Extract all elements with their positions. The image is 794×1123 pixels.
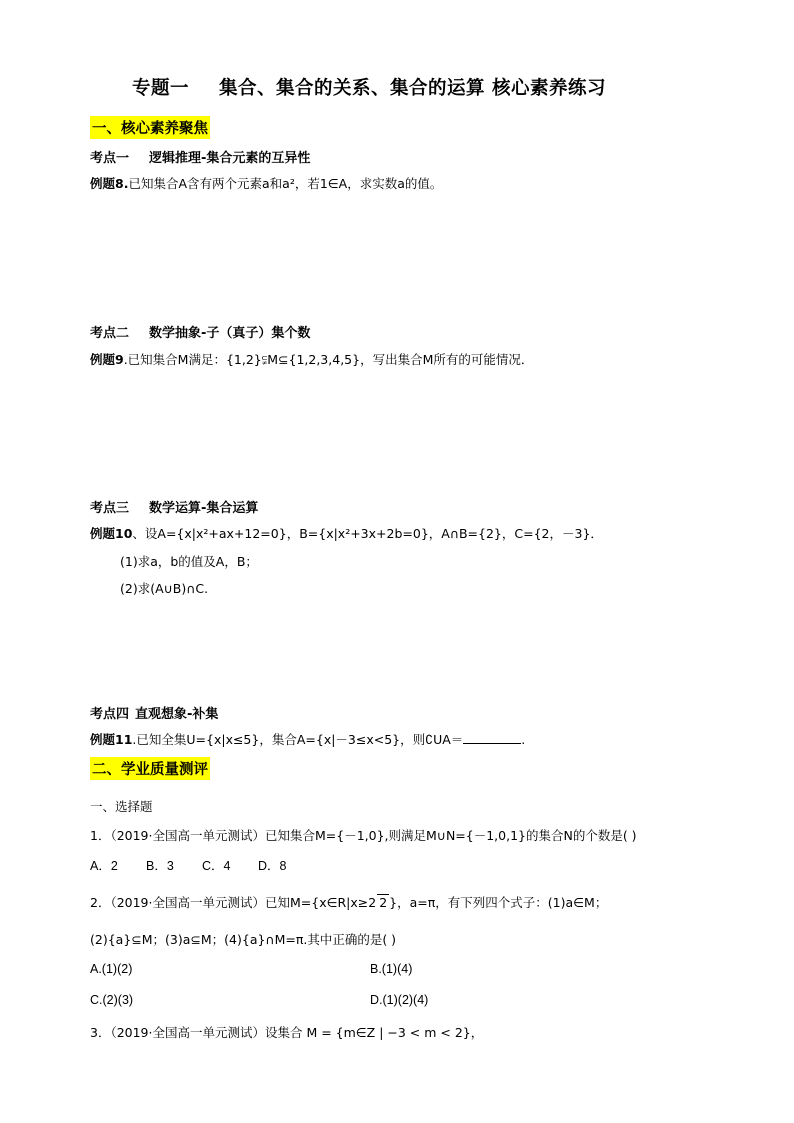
key-point-1 xyxy=(90,147,310,166)
section-heading-2: 二、学业质量测评 xyxy=(90,757,210,780)
ex11-text: .已知全集U={x|x≤5}，集合A={x|－3≤x<5}，则∁UA＝ xyxy=(132,732,464,747)
question-1: 1．（2019·全国高一单元测试）已知集合M={－1,0},则满足M∪N={－1,0,1}的集合N的个数是( ) xyxy=(90,828,637,843)
title-right: 集合、集合的关系、集合的运算 核心素养练习 xyxy=(219,78,606,99)
ex9-num: 例题9 xyxy=(90,352,124,367)
q1-option-c[interactable]: C．4 xyxy=(202,859,231,873)
example-10 xyxy=(90,524,603,542)
question-2-line-2: (2){a}⊆M；(3)a⊆M；(4){a}∩M=π.其中正确的是( ) xyxy=(90,932,397,947)
example-9 xyxy=(90,350,533,368)
kp3-label: 考点三 xyxy=(90,501,130,516)
example-8 xyxy=(90,174,442,192)
kp4-label: 考点四 xyxy=(90,707,130,722)
q1-option-b[interactable]: B．3 xyxy=(146,859,174,873)
question-2 xyxy=(90,893,607,911)
title-left: 专题一 xyxy=(132,78,190,99)
kp1-label: 考点一 xyxy=(90,151,130,166)
q2-option-b[interactable]: B.(1)(4) xyxy=(370,962,413,976)
kp1-topic: 逻辑推理-集合元素的互异性 xyxy=(149,151,311,166)
part-heading: 一、选择题 xyxy=(90,799,153,814)
answer-blank[interactable] xyxy=(463,732,521,744)
ex10-text: 、设A={x|x²+ax+12=0}，B={x|x²+3x+2b=0}，A∩B={2}，C={2，－3}． xyxy=(132,526,603,541)
question-3: 3．（2019·全国高一单元测试）设集合 M = {m∈Z | −3 < m < 2}， xyxy=(90,1025,484,1040)
q2-option-c[interactable]: C.(2)(3) xyxy=(90,993,134,1007)
key-point-3 xyxy=(90,497,258,516)
kp4-topic: 直观想象-补集 xyxy=(135,707,219,722)
q1-option-a[interactable]: A．2 xyxy=(90,859,118,873)
example-10-part-2: (2)求(A∪B)∩C. xyxy=(120,581,209,596)
sqrt-radicand: 2 xyxy=(379,895,388,910)
page-title xyxy=(132,74,606,100)
q2-text-b: }，a=π，有下列四个式子：(1)a∈M； xyxy=(389,895,608,910)
key-point-2 xyxy=(90,322,310,341)
kp2-label: 考点二 xyxy=(90,326,130,341)
q1-option-d[interactable]: D．8 xyxy=(258,859,287,873)
q2-text-a: 2．（2019·全国高一单元测试）已知M={x∈R|x≥2 xyxy=(90,895,377,910)
ex8-num: 例题8. xyxy=(90,176,129,191)
example-11 xyxy=(90,730,525,748)
question-1-options xyxy=(90,856,286,874)
example-10-part-1: (1)求a，b的值及A，B； xyxy=(120,554,258,569)
ex8-text: 已知集合A含有两个元素a和a²，若1∈A，求实数a的值。 xyxy=(128,176,443,191)
section-heading-1: 一、核心素养聚焦 xyxy=(90,116,210,139)
ex9-text: .已知集合M满足：{1,2}⫋M⊆{1,2,3,4,5}，写出集合M所有的可能情况． xyxy=(123,352,534,367)
q2-option-a[interactable]: A.(1)(2) xyxy=(90,962,133,976)
ex11-end: . xyxy=(521,732,526,747)
ex10-num: 例题10 xyxy=(90,526,133,541)
q2-option-d[interactable]: D.(1)(2)(4) xyxy=(370,993,429,1007)
kp2-topic: 数学抽象-子（真子）集个数 xyxy=(149,326,311,341)
key-point-4 xyxy=(90,703,218,722)
ex11-num: 例题11 xyxy=(90,732,133,747)
kp3-topic: 数学运算-集合运算 xyxy=(149,501,259,516)
